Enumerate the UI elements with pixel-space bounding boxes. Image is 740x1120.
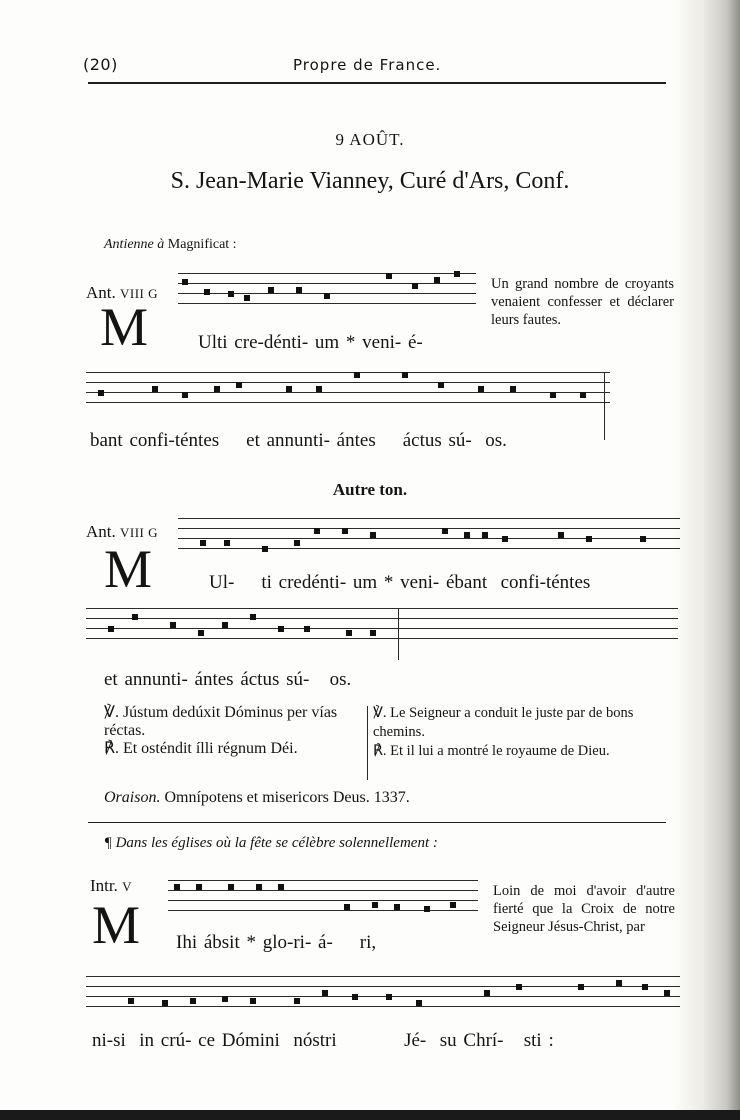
neume-note [250, 614, 256, 620]
neume-note [128, 998, 134, 1004]
neume-note [386, 273, 392, 279]
neume-note [482, 532, 488, 538]
neume-note [442, 528, 448, 534]
antiphon1-translation: Un grand nombre de croyants venaient confesser et déclarer leurs fautes. [491, 276, 674, 328]
neume-note [352, 994, 358, 1000]
staff-line [86, 638, 678, 639]
neume-note [244, 295, 250, 301]
versicle-french [373, 704, 673, 761]
neume-note [424, 906, 430, 912]
neume-note [250, 998, 256, 1004]
neume-note [478, 386, 484, 392]
neume-note [268, 287, 274, 293]
neume-note [586, 536, 592, 542]
antiphon1-final-bar [604, 372, 605, 440]
staff-line [86, 402, 610, 403]
neume-note [262, 546, 268, 552]
neume-note [484, 990, 490, 996]
neume-note [182, 279, 188, 285]
neume-note [222, 622, 228, 628]
neume-note [580, 392, 586, 398]
versicle-latin [104, 704, 360, 758]
neume-note [170, 622, 176, 628]
neume-note [286, 386, 292, 392]
neume-note [558, 532, 564, 538]
antiphon1-mode: VIII G [120, 286, 159, 301]
antiphon2-lyric-2: et annunti- ántes áctus sú- os. [104, 669, 352, 690]
neume-note [394, 904, 400, 910]
staff-line [86, 976, 680, 977]
neume-note [278, 626, 284, 632]
antiphon1-staff-1 [178, 273, 476, 313]
page-number: (20) [83, 55, 118, 74]
staff-line [86, 382, 610, 383]
staff-line [178, 518, 680, 519]
antiphon2-ant: Ant. [86, 522, 116, 541]
versicle-latin-v: ℣. Jústum dedúxit Dóminus per vías réctas. [104, 704, 338, 739]
neume-note [510, 386, 516, 392]
neume-note [236, 382, 242, 388]
neume-note [198, 630, 204, 636]
neume-note [616, 980, 622, 986]
neume-note [322, 990, 328, 996]
feast-title: S. Jean-Marie Vianney, Curé d'Ars, Conf. [170, 168, 570, 194]
neume-note [190, 998, 196, 1004]
antiphon1-staff-2 [86, 372, 610, 412]
introit-label [90, 876, 132, 896]
antiphon1-initial: M [100, 297, 149, 357]
antiphon2-final-bar [398, 608, 399, 660]
staff-line [178, 283, 476, 284]
neume-note [316, 386, 322, 392]
introit-initial: M [92, 895, 141, 955]
introit-lyric-1: Ihi ábsit * glo-ri- á- ri, [176, 932, 377, 953]
neume-note [304, 626, 310, 632]
versicle-column-divider [367, 706, 368, 780]
neume-note [502, 536, 508, 542]
staff-line [168, 890, 478, 891]
staff-line [86, 986, 680, 987]
oraison-text: Omnípotens et misericors Deus. 1337. [164, 789, 410, 806]
neume-note [204, 289, 210, 295]
neume-note [278, 884, 284, 890]
neume-note [386, 994, 392, 1000]
neume-note [294, 998, 300, 1004]
neume-note [98, 390, 104, 396]
neume-note [222, 996, 228, 1002]
antiphon1-lyric-1: Ulti cre-dénti- um * veni- é- [198, 332, 423, 353]
neume-note [294, 540, 300, 546]
staff-line [178, 273, 476, 274]
section-rule [88, 822, 666, 823]
antiphon1-ant: Ant. [86, 283, 116, 302]
neume-note [354, 372, 360, 378]
oraison-label: Oraison. [104, 789, 161, 806]
neume-note [132, 614, 138, 620]
staff-line [178, 538, 680, 539]
staff-line [86, 372, 610, 373]
neume-note [454, 271, 460, 277]
staff-line [178, 303, 476, 304]
neume-note [346, 630, 352, 636]
antiphon2-lyric-1: Ul- ti credénti- um * veni- ébant confi-téntes [209, 572, 591, 593]
antiphon2-staff-2 [86, 608, 678, 648]
neume-note [224, 540, 230, 546]
neume-note [450, 902, 456, 908]
staff-line [178, 548, 680, 549]
versicle-latin-r: ℟. Et osténdit ílli régnum Déi. [104, 740, 298, 757]
introit-intr: Intr. [90, 876, 118, 895]
neume-note [640, 536, 646, 542]
neume-note [438, 382, 444, 388]
versicle-french-r: ℟. Et il lui a montré le royaume de Dieu. [373, 743, 610, 759]
neume-note [214, 386, 220, 392]
neume-note [416, 1000, 422, 1006]
rubric-italic: Antienne à [104, 237, 165, 252]
staff-line [86, 1006, 680, 1007]
introit-staff-1 [168, 880, 478, 920]
header-rule [88, 82, 666, 84]
neume-note [402, 372, 408, 378]
staff-line [86, 392, 610, 393]
neume-note [578, 984, 584, 990]
neume-note [412, 283, 418, 289]
antiphon2-initial: M [104, 539, 153, 599]
introit-mode: V [122, 879, 132, 894]
neume-note [296, 287, 302, 293]
neume-note [324, 293, 330, 299]
neume-note [152, 386, 158, 392]
introit-translation: Loin de moi d'avoir d'autre fierté que la Croix de notre Seigneur Jésus-Christ, par [493, 883, 675, 935]
neume-note [342, 528, 348, 534]
neume-note [314, 528, 320, 534]
neume-note [370, 532, 376, 538]
staff-line [168, 910, 478, 911]
neume-note [182, 392, 188, 398]
neume-note [344, 904, 350, 910]
neume-note [200, 540, 206, 546]
other-tone-heading: Autre ton. [332, 480, 408, 499]
neume-note [256, 884, 262, 890]
staff-line [168, 900, 478, 901]
scan-bottom-edge [0, 1110, 740, 1120]
neume-note [162, 1000, 168, 1006]
neume-note [370, 630, 376, 636]
antiphon1-lyric-2: bant confi-téntes et annunti- ántes áctus sú- os. [90, 430, 507, 451]
neume-note [642, 984, 648, 990]
neume-note [434, 277, 440, 283]
versicle-french-v: ℣. Le Seigneur a conduit le juste par de bons chemins. [373, 705, 634, 740]
neume-note [196, 884, 202, 890]
neume-note [550, 392, 556, 398]
staff-line [168, 880, 478, 881]
rubric-roman: Magnificat : [167, 237, 237, 252]
neume-note [108, 626, 114, 632]
neume-note [228, 884, 234, 890]
staff-line [178, 528, 680, 529]
neume-note [372, 902, 378, 908]
oraison [104, 789, 410, 807]
neume-note [464, 532, 470, 538]
antiphon2-staff-1 [178, 518, 680, 558]
staff-line [86, 996, 680, 997]
solemn-rubric: ¶ Dans les églises où la fête se célèbre solennellement : [104, 835, 438, 851]
running-title: Propre de France. [293, 56, 442, 74]
introit-lyric-2: ni-si in crú- ce Dómini nóstri Jé- su Chrí- sti : [92, 1030, 554, 1051]
neume-note [174, 884, 180, 890]
antiphon2-mode: VIII G [120, 525, 159, 540]
feast-date: 9 AOÛT. [335, 130, 405, 149]
rubric-magnificat [104, 237, 237, 253]
staff-line [86, 618, 678, 619]
neume-note [516, 984, 522, 990]
staff-line [86, 608, 678, 609]
neume-note [228, 291, 234, 297]
staff-line [86, 628, 678, 629]
neume-note [664, 990, 670, 996]
introit-staff-2 [86, 976, 680, 1016]
